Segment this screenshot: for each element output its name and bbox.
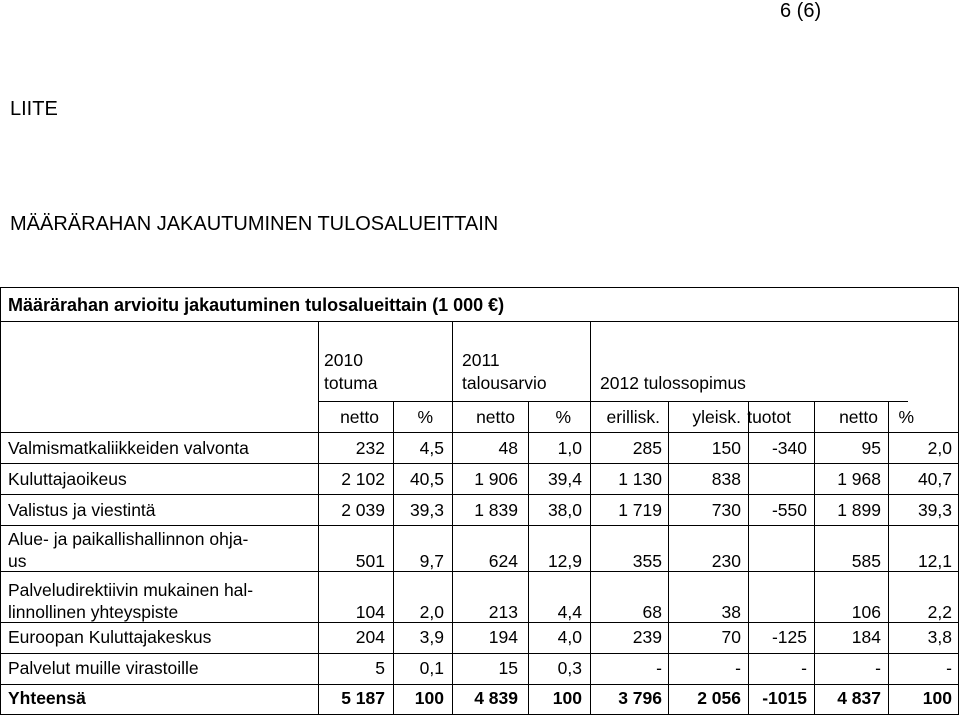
table-cell: 4,0	[557, 627, 582, 647]
table-cell: 95	[861, 438, 881, 458]
table-cell: 285	[632, 438, 662, 458]
table-cell: 4,5	[419, 438, 444, 458]
column-subheader: netto	[340, 407, 379, 427]
table-rule	[452, 321, 453, 715]
table-rule	[0, 287, 1, 715]
appendix-label: LIITE	[10, 98, 58, 120]
table-cell: -	[735, 658, 741, 678]
table-cell: 39,4	[547, 469, 582, 489]
table-cell: 194	[488, 627, 518, 647]
total-label: Yhteensä	[8, 688, 86, 708]
table-rule	[668, 401, 669, 715]
table-cell: 5	[375, 658, 385, 678]
table-rule	[0, 287, 959, 288]
table-rule	[0, 653, 959, 654]
column-subheader: %	[898, 407, 914, 427]
table-cell: 2 039	[341, 500, 385, 520]
table-rule	[814, 401, 815, 715]
table-cell: 2,0	[927, 438, 952, 458]
table-cell: 4,4	[557, 602, 582, 622]
row-label: Palvelut muille virastoille	[8, 658, 199, 678]
table-cell: -550	[771, 500, 807, 520]
table-cell: 3,9	[419, 627, 444, 647]
row-label: us	[8, 551, 27, 571]
column-subheader: erillisk.	[606, 407, 660, 427]
total-cell: 100	[922, 688, 952, 708]
table-rule	[393, 401, 394, 715]
table-cell: 40,7	[917, 469, 952, 489]
table-cell: 39,3	[917, 500, 952, 520]
row-label: Palveludirektiivin mukainen hal-	[8, 580, 254, 600]
table-cell: 230	[711, 551, 741, 571]
row-label: Alue- ja paikallishallinnon ohja-	[8, 529, 249, 549]
table-cell: 501	[355, 551, 385, 571]
table-rule	[888, 401, 889, 715]
table-cell: 12,1	[917, 551, 952, 571]
table-rule	[0, 494, 959, 495]
table-cell: 838	[711, 469, 741, 489]
table-cell: 70	[721, 627, 741, 647]
table-cell: 39,3	[409, 500, 444, 520]
row-label: Valistus ja viestintä	[8, 500, 156, 520]
table-cell: 184	[851, 627, 881, 647]
table-rule	[0, 321, 959, 322]
total-cell: 4 837	[837, 688, 881, 708]
table-cell: -	[801, 658, 807, 678]
table-cell: 355	[632, 551, 662, 571]
table-caption: Määrärahan arvioitu jakautuminen tulosalueittain (1 000 €)	[8, 295, 505, 315]
group-header-2012: 2012 tulossopimus	[600, 373, 746, 393]
table-cell: 1 719	[618, 500, 662, 520]
table-cell: 3,8	[927, 627, 952, 647]
page-heading: MÄÄRÄRAHAN JAKAUTUMINEN TULOSALUEITTAIN	[10, 213, 499, 235]
table-cell: 12,9	[547, 551, 582, 571]
table-rule	[0, 463, 959, 464]
table-cell: 2,2	[927, 602, 952, 622]
table-cell: 1 968	[837, 469, 881, 489]
row-label: Valmismatkaliikkeiden valvonta	[8, 438, 249, 458]
total-cell: 100	[552, 688, 582, 708]
table-cell: 2,0	[419, 602, 444, 622]
group-header-2011-type: talousarvio	[462, 373, 547, 393]
table-rule	[958, 287, 959, 715]
table-cell: 48	[498, 438, 518, 458]
total-cell: 2 056	[697, 688, 741, 708]
group-header-2010-type: totuma	[324, 373, 378, 393]
table-cell: 204	[355, 627, 385, 647]
group-header-2011-year: 2011	[462, 350, 500, 370]
table-cell: 0,3	[557, 658, 582, 678]
row-label: Kuluttajaoikeus	[8, 469, 127, 489]
table-cell: 232	[355, 438, 385, 458]
total-cell: -1015	[762, 688, 807, 708]
row-label: linnollinen yhteyspiste	[8, 602, 179, 622]
table-cell: 38	[721, 602, 741, 622]
column-subheader: tuotot	[747, 407, 791, 427]
table-rule	[0, 571, 959, 572]
table-cell: 38,0	[547, 500, 582, 520]
table-cell: 624	[488, 551, 518, 571]
table-cell: 40,5	[409, 469, 444, 489]
table-cell: -	[656, 658, 662, 678]
table-cell: 730	[711, 500, 741, 520]
table-cell: 2 102	[341, 469, 385, 489]
table-cell: -125	[771, 627, 807, 647]
table-rule	[0, 432, 959, 433]
allocation-table	[0, 287, 959, 715]
table-cell: 239	[632, 627, 662, 647]
table-cell: -	[875, 658, 881, 678]
table-cell: 213	[488, 602, 518, 622]
table-rule	[528, 401, 529, 715]
page-number: 6 (6)	[780, 0, 822, 22]
table-rule	[0, 622, 959, 623]
table-cell: 1 130	[618, 469, 662, 489]
table-cell: 0,1	[419, 658, 444, 678]
group-header-2010-year: 2010	[324, 350, 363, 370]
table-rule	[590, 321, 591, 715]
table-cell: 150	[711, 438, 741, 458]
table-cell: 1,0	[557, 438, 582, 458]
table-cell: -	[946, 658, 952, 678]
table-cell: 106	[851, 602, 881, 622]
table-cell: 585	[851, 551, 881, 571]
table-cell: 68	[642, 602, 662, 622]
total-cell: 5 187	[341, 688, 385, 708]
column-subheader: netto	[839, 407, 878, 427]
column-subheader: %	[417, 407, 433, 427]
table-cell: -340	[771, 438, 807, 458]
total-cell: 4 839	[474, 688, 518, 708]
table-rule	[0, 525, 959, 526]
table-rule	[318, 401, 908, 402]
table-rule	[0, 684, 959, 685]
table-cell: 15	[498, 658, 518, 678]
column-subheader: yleisk.	[692, 407, 741, 427]
table-cell: 104	[355, 602, 385, 622]
table-cell: 1 839	[474, 500, 518, 520]
column-subheader: netto	[476, 407, 515, 427]
table-rule	[748, 401, 749, 715]
column-subheader: %	[555, 407, 571, 427]
table-rule	[318, 321, 319, 715]
table-cell: 1 906	[474, 469, 518, 489]
total-cell: 3 796	[618, 688, 662, 708]
row-label: Euroopan Kuluttajakeskus	[8, 627, 212, 647]
table-cell: 9,7	[419, 551, 444, 571]
table-cell: 1 899	[837, 500, 881, 520]
total-cell: 100	[414, 688, 444, 708]
